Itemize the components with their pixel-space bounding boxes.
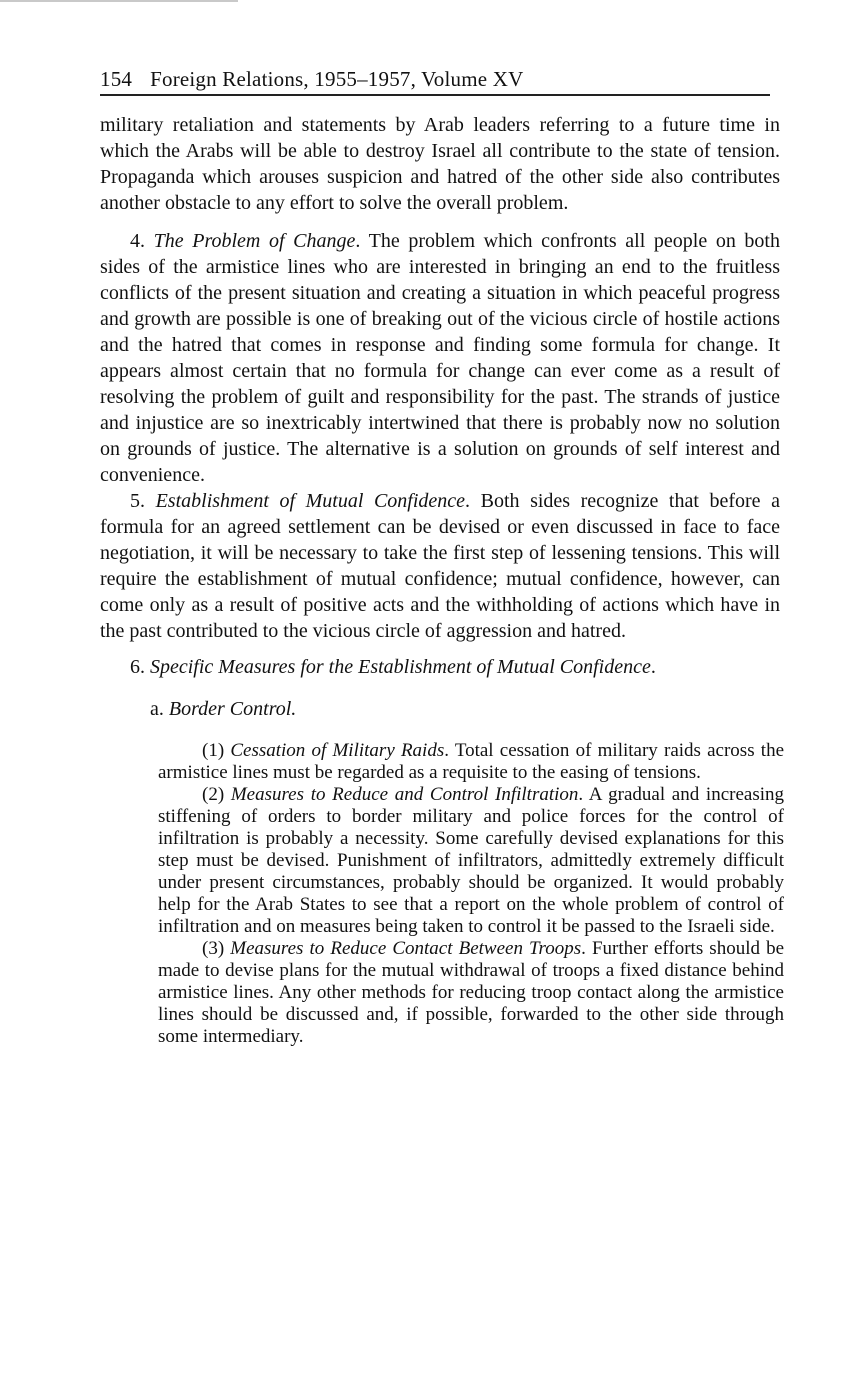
measure-item — [158, 938, 784, 1048]
scan-edge-line — [0, 0, 238, 2]
measure-item — [158, 784, 784, 938]
measure-title: Measures to Reduce and Control Infiltration — [230, 784, 579, 805]
paragraph-5-text: . Both sides recognize that before a formula for an agreed settlement can be devised or even discussed in face to face negotiation, it will be necessary to take the first step of lessening tensions. This will require the establishment of mutual confidence; mutual confidence, however, can come only as a result of positive acts and the withholding of actions which have in the past contributed to the vicious circle of aggression and hatred. — [100, 490, 781, 642]
continuation-paragraph: military retaliation and statements by Arab leaders referring to a future time in which the Arabs will be able to destroy Israel all contribute to the state of tension. Propaganda which arouses suspicion and hatred of the other side also contributes another obstacle to any effort to solve the overall problem. — [100, 114, 780, 214]
running-title: Foreign Relations, 1955–1957, Volume XV — [150, 67, 524, 91]
paragraph-4 — [100, 228, 780, 488]
paragraph-5-number: 5. — [130, 490, 145, 512]
subsection-a-heading — [150, 696, 780, 722]
measure-number: (3) — [202, 938, 225, 959]
paragraph-6-heading — [100, 654, 780, 680]
measure-number: (2) — [202, 784, 225, 805]
measure-item — [158, 740, 784, 784]
paragraph-6-title: Specific Measures for the Establishment of Mutual Confidence — [150, 656, 651, 678]
paragraph-5-title: Establishment of Mutual Confidence — [155, 490, 466, 512]
paragraph-4-text: . The problem which confronts all people on both sides of the armistice lines who are interested in bringing an end to the fruitless conflicts of the present situation and creating a situation in which peaceful progress and growth are possible is one of breaking out of the vicious circle of hostile actions and the hatred that comes in response and finding some formula for change. It appears almost certain that no formula for change can ever come as a result of resolving the problem of guilt and responsibility for the past. The strands of justice and injustice are so inextricably intertwined that there is probably now no solution on grounds of justice. The alternative is a solution on grounds of self interest and convenience. — [100, 230, 780, 486]
measure-text: . Further efforts should be made to devise plans for the mutual withdrawal of troops a fixed distance behind armistice lines. Any other methods for reducing troop contact along the armistice lines should be discussed and, if possible, forwarded to the other side through some intermediary. — [158, 938, 784, 1047]
paragraph-6-number: 6. — [130, 656, 145, 678]
measure-title: Measures to Reduce Contact Between Troops — [230, 938, 582, 959]
paragraph-5 — [100, 488, 780, 644]
measure-number: (1) — [202, 740, 225, 761]
paragraph-6-period: . — [650, 656, 656, 678]
running-header — [100, 66, 770, 96]
page-number: 154 — [100, 67, 133, 91]
border-control-measures — [158, 740, 784, 1048]
subsection-a-title: Border Control. — [168, 698, 297, 720]
measure-text: . A gradual and increasing stiffening of orders to border military and police forces for the control of infiltration is probably a necessity. Some carefully devised explanations for this step must be devised. Punishment of infiltrators, admittedly extremely difficult under present circumstances, probably should be organized. It would probably help for the Arab States to see that a report on the whole problem of control of infiltration and on measures being taken to control it be passed to the Israeli side. — [158, 784, 785, 937]
measure-title: Cessation of Military Raids — [230, 740, 445, 761]
paragraph-4-title: The Problem of Change — [153, 230, 356, 252]
paragraph-4-number: 4. — [130, 230, 145, 252]
subsection-a-label: a. — [150, 698, 164, 720]
measure-text: . Total cessation of military raids across the armistice lines must be regarded as a requisite to the easing of tensions. — [158, 740, 785, 783]
page-body — [100, 112, 785, 1048]
